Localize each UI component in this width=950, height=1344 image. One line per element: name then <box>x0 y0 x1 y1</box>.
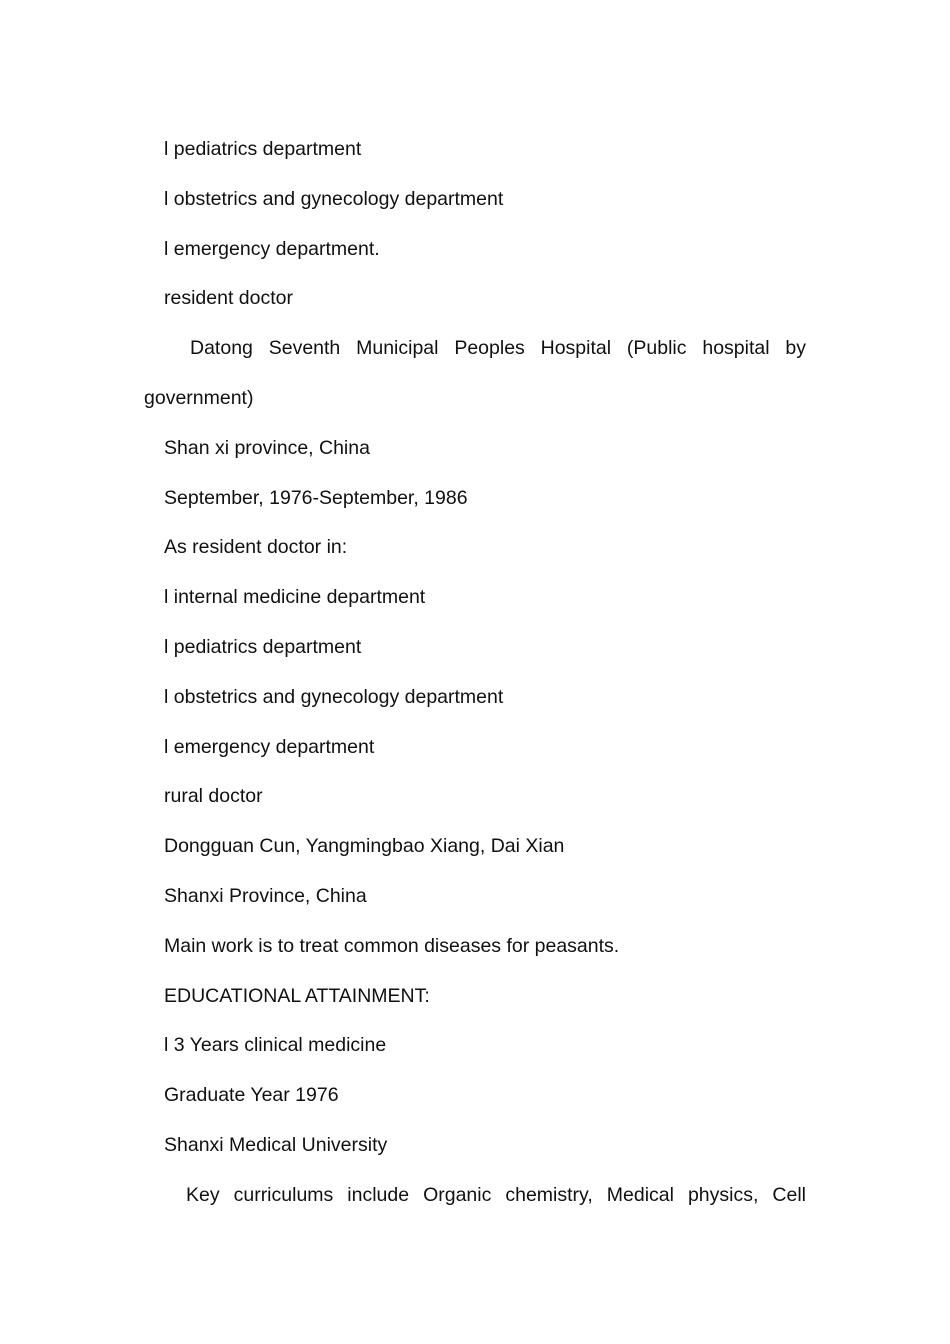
section-heading: EDUCATIONAL ATTAINMENT: <box>164 984 430 1007</box>
list-item: l 3 Years clinical medicine <box>164 1034 387 1057</box>
location: Shanxi Province, China <box>164 884 367 907</box>
list-item: l pediatrics department <box>164 635 362 658</box>
location: Dongguan Cun, Yangmingbao Xiang, Dai Xian <box>164 835 565 858</box>
role-description: Main work is to treat common diseases for peasants. <box>164 934 620 957</box>
list-item: l obstetrics and gynecology department <box>164 187 504 210</box>
list-item: l internal medicine department <box>164 586 426 609</box>
job-title: rural doctor <box>164 785 263 808</box>
list-item: l emergency department. <box>164 237 380 260</box>
institution-name: Shanxi Medical University <box>164 1133 388 1156</box>
list-item: l emergency department <box>164 735 375 758</box>
job-title: resident doctor <box>164 287 293 310</box>
employer-name-continued: government) <box>144 386 254 409</box>
list-item: l pediatrics department <box>164 138 362 160</box>
role-description: As resident doctor in: <box>164 536 348 559</box>
employer-name: Datong Seventh Municipal Peoples Hospital (Public hospital by <box>190 337 806 360</box>
location: Shan xi province, China <box>164 436 370 459</box>
document-body <box>144 125 806 1221</box>
date-range: September, 1976-September, 1986 <box>164 486 468 509</box>
list-item: l obstetrics and gynecology department <box>164 685 504 708</box>
curriculum-description: Key curriculums include Organic chemistry, Medical physics, Cell <box>186 1183 806 1206</box>
graduation-year: Graduate Year 1976 <box>164 1084 339 1107</box>
